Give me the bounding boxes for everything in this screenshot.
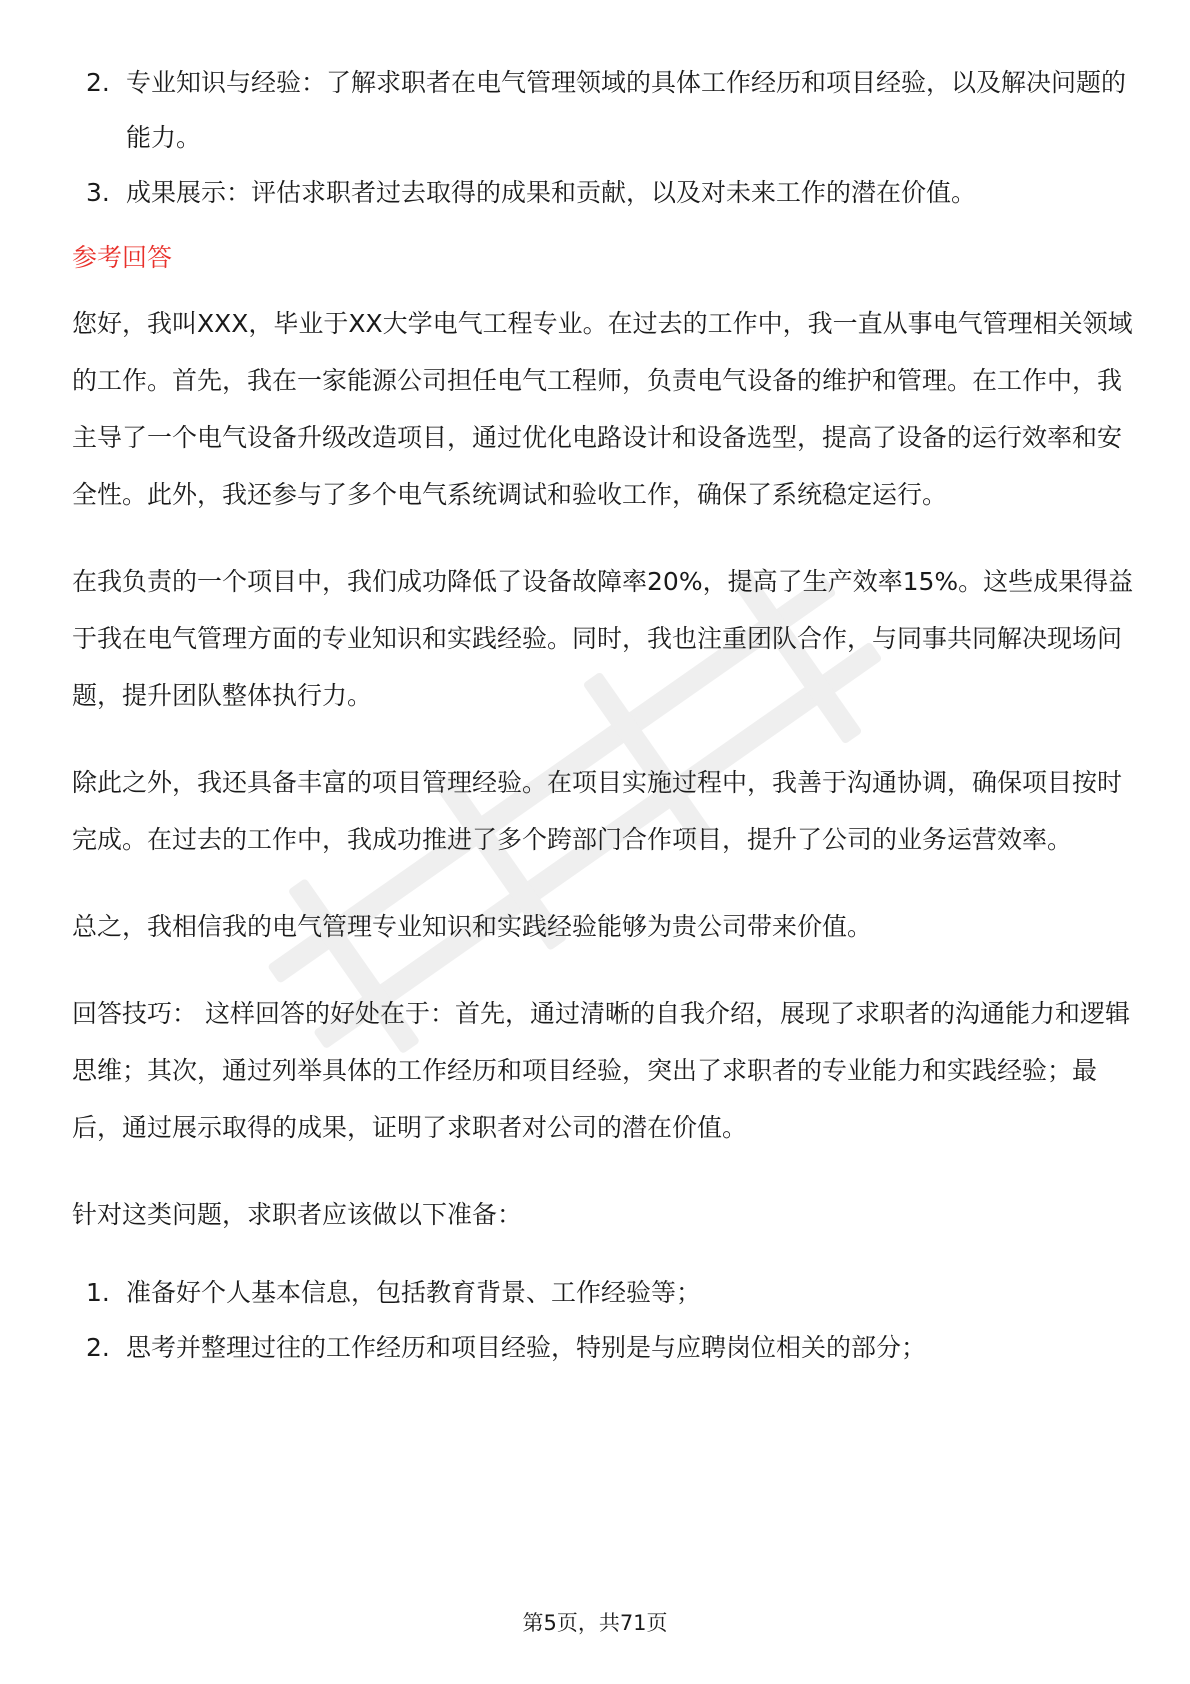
top-numbered-list <box>72 55 1132 220</box>
paragraph-answer-tips: 回答技巧： 这样回答的好处在于：首先，通过清晰的自我介绍，展现了求职者的沟通能力和逻辑思维；其次，通过列举具体的工作经历和项目经验，突出了求职者的专业能力和实践经验；最后，通过展示取得的成果，证明了求职者对公司的潜在价值。 <box>72 999 1130 1142</box>
paragraph-preparation-intro: 针对这类问题，求职者应该做以下准备： <box>72 1200 523 1229</box>
bottom-numbered-list <box>72 1265 1132 1375</box>
page-footer: 第5页，共71页 <box>522 1611 668 1635</box>
list-item-text: 思考并整理过往的工作经历和项目经验，特别是与应聘岗位相关的部分； <box>126 1333 927 1362</box>
list-item <box>72 165 1136 220</box>
paragraph-conclusion: 总之，我相信我的电气管理专业知识和实践经验能够为贵公司带来价值。 <box>72 912 873 941</box>
list-item-number: 1. <box>86 1278 110 1307</box>
section-heading-reference-answer: 参考回答 <box>72 243 173 272</box>
document-page <box>72 55 1132 1375</box>
list-item <box>72 1320 1136 1375</box>
list-item-text: 专业知识与经验：了解求职者在电气管理领域的具体工作经历和项目经验，以及解决问题的能力。 <box>126 68 1127 152</box>
list-item-number: 2. <box>86 1333 110 1362</box>
list-item-number: 2. <box>86 68 110 97</box>
paragraph-introduction: 您好，我叫XXX，毕业于XX大学电气工程专业。在过去的工作中，我一直从事电气管理相关领域的工作。首先，我在一家能源公司担任电气工程师，负责电气设备的维护和管理。在工作中，我主导了一个电气设备升级改造项目，通过优化电路设计和设备选型，提高了设备的运行效率和安全性。此外，我还参与了多个电气系统调试和验收工作，确保了系统稳定运行。 <box>72 309 1133 509</box>
list-item-number: 3. <box>86 178 110 207</box>
list-item <box>72 55 1136 165</box>
list-item <box>72 1265 1136 1320</box>
paragraph-project-management: 除此之外，我还具备丰富的项目管理经验。在项目实施过程中，我善于沟通协调，确保项目按时完成。在过去的工作中，我成功推进了多个跨部门合作项目，提升了公司的业务运营效率。 <box>72 768 1123 854</box>
list-item-text: 准备好个人基本信息，包括教育背景、工作经验等； <box>126 1278 702 1307</box>
list-item-text: 成果展示：评估求职者过去取得的成果和贡献，以及对未来工作的潜在价值。 <box>126 178 977 207</box>
paragraph-achievements: 在我负责的一个项目中，我们成功降低了设备故障率20%，提高了生产效率15%。这些成果得益于我在电气管理方面的专业知识和实践经验。同时，我也注重团队合作，与同事共同解决现场问题，提升团队整体执行力。 <box>72 567 1134 710</box>
